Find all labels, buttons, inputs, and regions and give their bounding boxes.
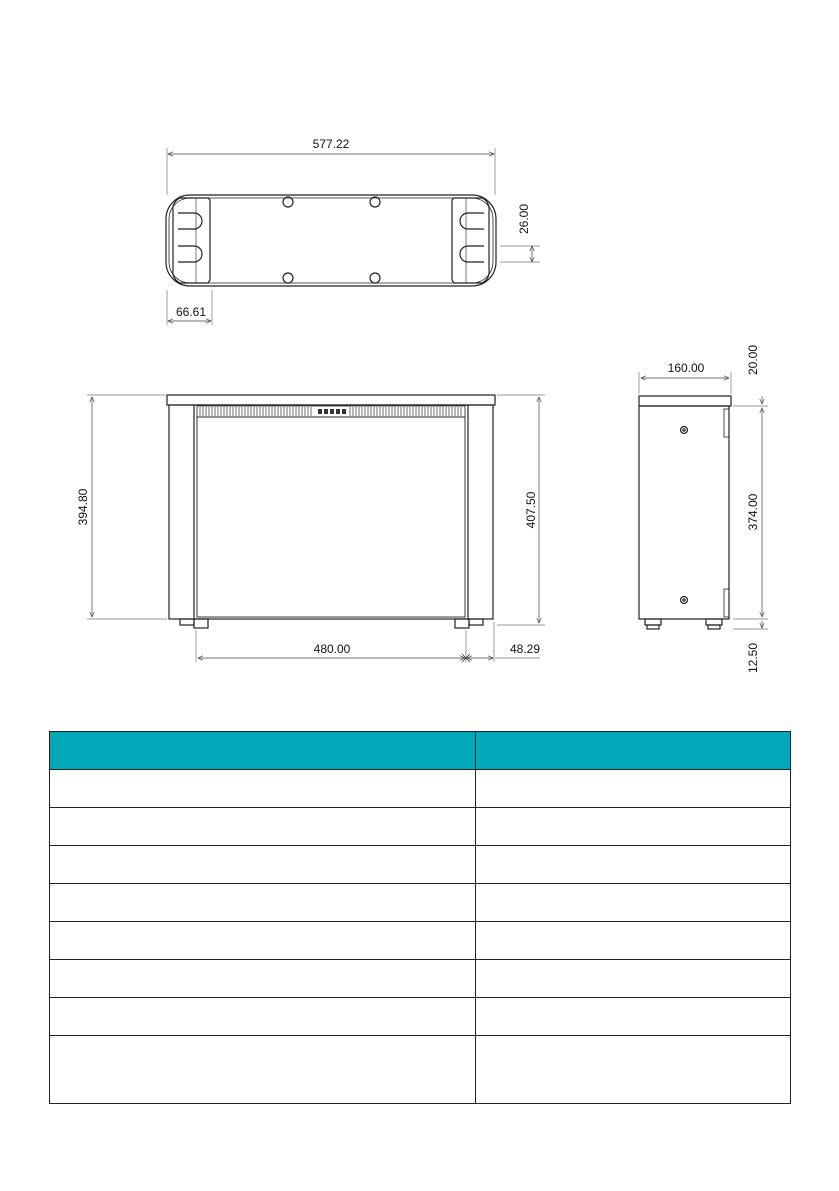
dim-front-height: 394.80 (76, 488, 90, 526)
table-cell (476, 808, 791, 846)
side-foot-right (706, 619, 722, 625)
top-view (166, 148, 540, 325)
dim-side-body-height: 374.00 (746, 493, 760, 531)
dim-top-handle-offset: 66.61 (175, 305, 207, 319)
spec-table (49, 731, 791, 1104)
dim-front-foot-offset: 48.29 (509, 642, 541, 656)
table-cell (50, 846, 476, 884)
table-cell (50, 1036, 476, 1104)
table-cell (476, 770, 791, 808)
side-body (639, 406, 729, 619)
table-row (50, 808, 791, 846)
dim-top-side-depth: 26.00 (517, 203, 531, 235)
table-header-cell (50, 732, 476, 770)
front-top-cap (167, 395, 495, 405)
table-cell (476, 846, 791, 884)
table-row (50, 846, 791, 884)
table-row (50, 770, 791, 808)
table-row (50, 960, 791, 998)
dim-top-width: 577.22 (312, 137, 350, 151)
table-cell (476, 922, 791, 960)
table-cell (476, 998, 791, 1036)
table-cell (50, 884, 476, 922)
side-top-cap (639, 396, 731, 406)
table-cell (50, 808, 476, 846)
table-cell (476, 1036, 791, 1104)
table-cell (476, 960, 791, 998)
table-row (50, 884, 791, 922)
side-foot-left (645, 619, 661, 625)
table-header-cell (476, 732, 791, 770)
dim-front-overall-height: 407.50 (524, 491, 538, 529)
table-cell (50, 998, 476, 1036)
dim-side-foot-height: 12.50 (746, 642, 760, 674)
top-view-outline (166, 195, 496, 286)
left-handle (173, 198, 210, 283)
front-panel (197, 417, 465, 617)
table-cell (50, 770, 476, 808)
dim-front-inner-width: 480.00 (313, 642, 351, 656)
table-row (50, 1036, 791, 1104)
table-cell (50, 960, 476, 998)
table-header-row (50, 732, 791, 770)
front-foot-right (455, 619, 469, 628)
front-view (87, 395, 545, 662)
dim-side-top-cap: 20.00 (746, 344, 760, 376)
indicator-lights (318, 409, 346, 414)
front-body (169, 405, 493, 619)
table-row (50, 998, 791, 1036)
table-cell (50, 922, 476, 960)
dim-side-depth: 160.00 (667, 361, 705, 375)
right-handle (452, 198, 489, 283)
front-foot-left (180, 619, 194, 625)
table-row (50, 922, 791, 960)
table-cell (476, 884, 791, 922)
